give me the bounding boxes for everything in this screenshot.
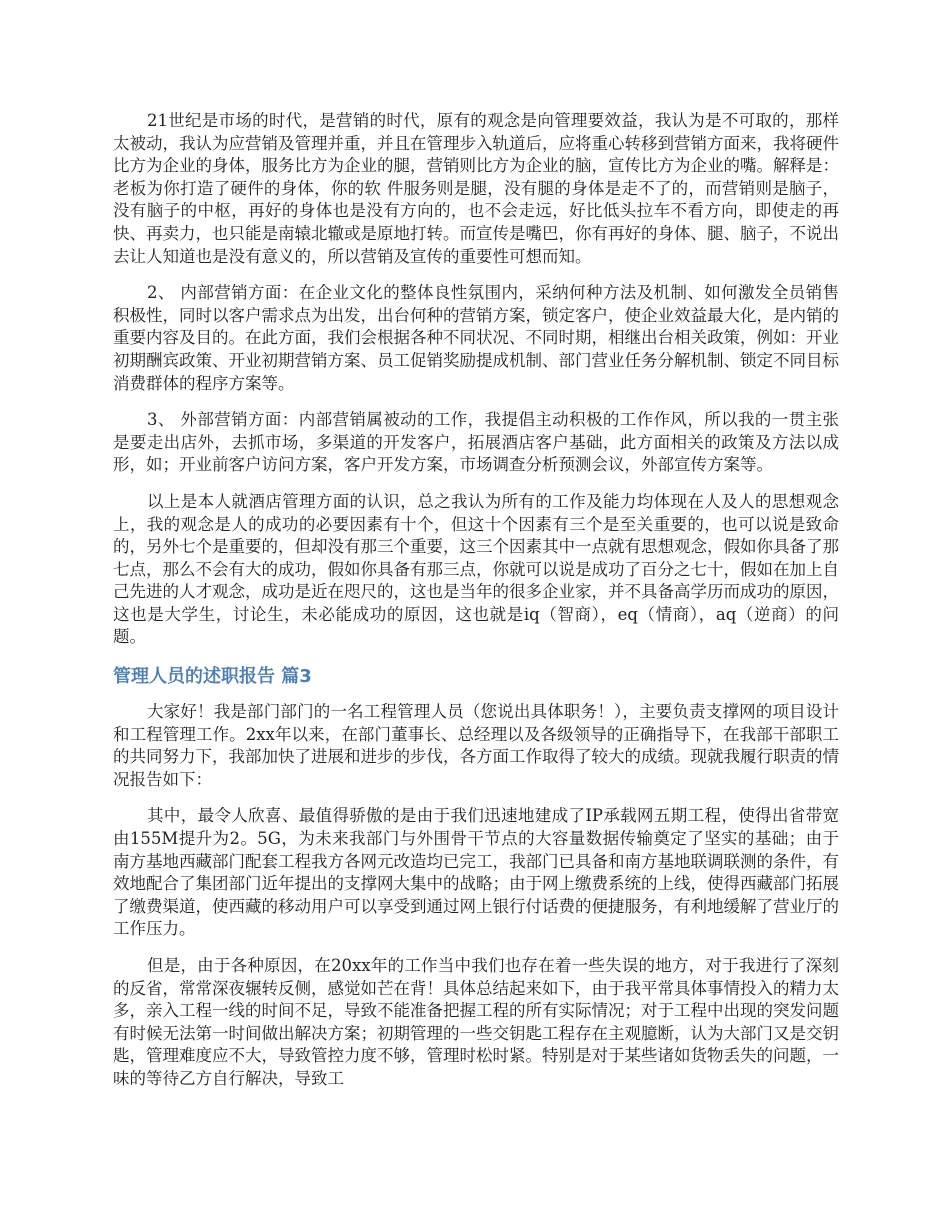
section-heading: 管理人员的述职报告 篇3 bbox=[113, 666, 312, 688]
paragraph-external-marketing: 3、 外部营销方面：内部营销属被动的工作，我提倡主动积极的工作作风，所以我的一贯主张是要走出店外，去抓市场，多渠道的开发客户，拓展酒店客户基础，此方面相关的政策及方法以成形，如；开业前客户访问方案，客户开发方案，市场调查分析预测会议，外部宣传方案等。 bbox=[113, 410, 839, 475]
paragraph-marketing-era: 21世纪是市场的时代，是营销的时代，原有的观念是向管理要效益，我认为是不可取的，那样太被动，我认为应营销及管理并重，并且在管理步入轨道后，应将重心转移到营销方面来，我将硬件比方为企业的身体，服务比方为企业的腿，营销则比方为企业的脑，宣传比方为企业的嘴。解释是：老板为你打造了硬件的身体，你的软 件服务则是腿，没有腿的身体是走不了的，而营销则是脑子，没有脑子的中枢，再好的身体也是没有方向的，也不会走远，好比低头拉车不看方向，即使走的再快、再卖力，也只能是南辕北辙或是原地打转。而宣传是嘴巴，你有再好的身体、腿、脑子，不说出去让人知道也是没有意义的，所以营销及宣传的重要性可想而知。 bbox=[113, 111, 839, 266]
paragraph-achievements: 其中，最令人欣喜、最值得骄傲的是由于我们迅速地建成了IP承载网五期工程，使得出省带宽由155M提升为2。5G，为未来我部门与外围骨干节点的大容量数据传输奠定了坚实的基础；由于南方基地西藏部门配套工程我方各网元改造均已完工，我部门已具备和南方基地联调联测的条件，有效地配合了集团部门近年提出的支撑网大集中的战略；由于网上缴费系统的上线，使得西藏部门拓展了缴费渠道，使西藏的移动用户可以享受到通过网上银行付话费的便捷服务，有利地缓解了营业厅的工作压力。 bbox=[113, 806, 839, 939]
paragraph-gap bbox=[113, 268, 839, 282]
paragraph-shortcomings: 但是，由于各种原因，在20xx年的工作当中我们也存在着一些失误的地方，对于我进行了深刻的反省，常常深夜辗转反侧，感觉如芒在背！具体总结起来如下，由于我平常具体事情投入的精力太多，亲入工程一线的时间不足，导致不能准备把握工程的所有实际情况；对于工程中出现的突发问题有时候无法第一时间做出解决方案；初期管理的一些交钥匙工程存在主观臆断，认为大部门又是交钥匙，管理难度应不大，导致管控力度不够，管理时松时紧。特别是对于某些诸如货物丢失的问题，一味的等待乙方自行解决，导致工 bbox=[113, 956, 839, 1088]
paragraph-gap bbox=[113, 477, 839, 491]
paragraph-greeting: 大家好！我是部门部门的一名工程管理人员（您说出具体职务！），主要负责支撑网的项目设计和工程管理工作。2xx年以来，在部门董事长、总经理以及各级领导的正确指导下，在我部干部职工的共同努力下，我部加快了进展和进步的步伐，各方面工作取得了较大的成绩。现就我履行职责的情况报告如下： bbox=[113, 702, 839, 789]
heading-gap bbox=[113, 649, 839, 665]
heading-gap bbox=[113, 689, 839, 701]
paragraph-conclusion: 以上是本人就酒店管理方面的认识，总之我认为所有的工作及能力均体现在人及人的思想观念上，我的观念是人的成功的必要因素有十个，但这十个因素有三个是至关重要的，也可以说是致命的，另外七个是重要的，但却没有那三个重要，这三个因素其中一点就有思想观念，假如你具备了那七点，那么不会有大的成功，假如你具备有那三点，你就可以说是成功了百分之七十，假如在加上自己先进的人才观念，成功是近在咫尺的，这也是当年的很多企业家，并不具备高学历而成功的原因，这也是大学生，讨论生，未必能成功的原因，这也就是iq（智商），eq（情商），aq（逆商）的问题。 bbox=[113, 491, 839, 647]
paragraph-internal-marketing: 2、 内部营销方面：在企业文化的整体良性氛围内，采纳何种方法及机制、如何激发全员销售积极性，同时以客户需求点为出发，出台何种的营销方案，锁定客户，使企业效益最大化，是内销的重要内容及目的。在此方面，我们会根据各种不同状况、不同时期，相继出台相关政策，例如：开业初期酬宾政策、开业初期营销方案、员工促销奖励提成机制、部门营业任务分解机制、锁定不同目标消费群体的程序方案等。 bbox=[113, 283, 839, 393]
document-page bbox=[113, 110, 839, 1091]
paragraph-gap bbox=[113, 395, 839, 409]
paragraph-gap bbox=[113, 941, 839, 955]
paragraph-gap bbox=[113, 791, 839, 805]
